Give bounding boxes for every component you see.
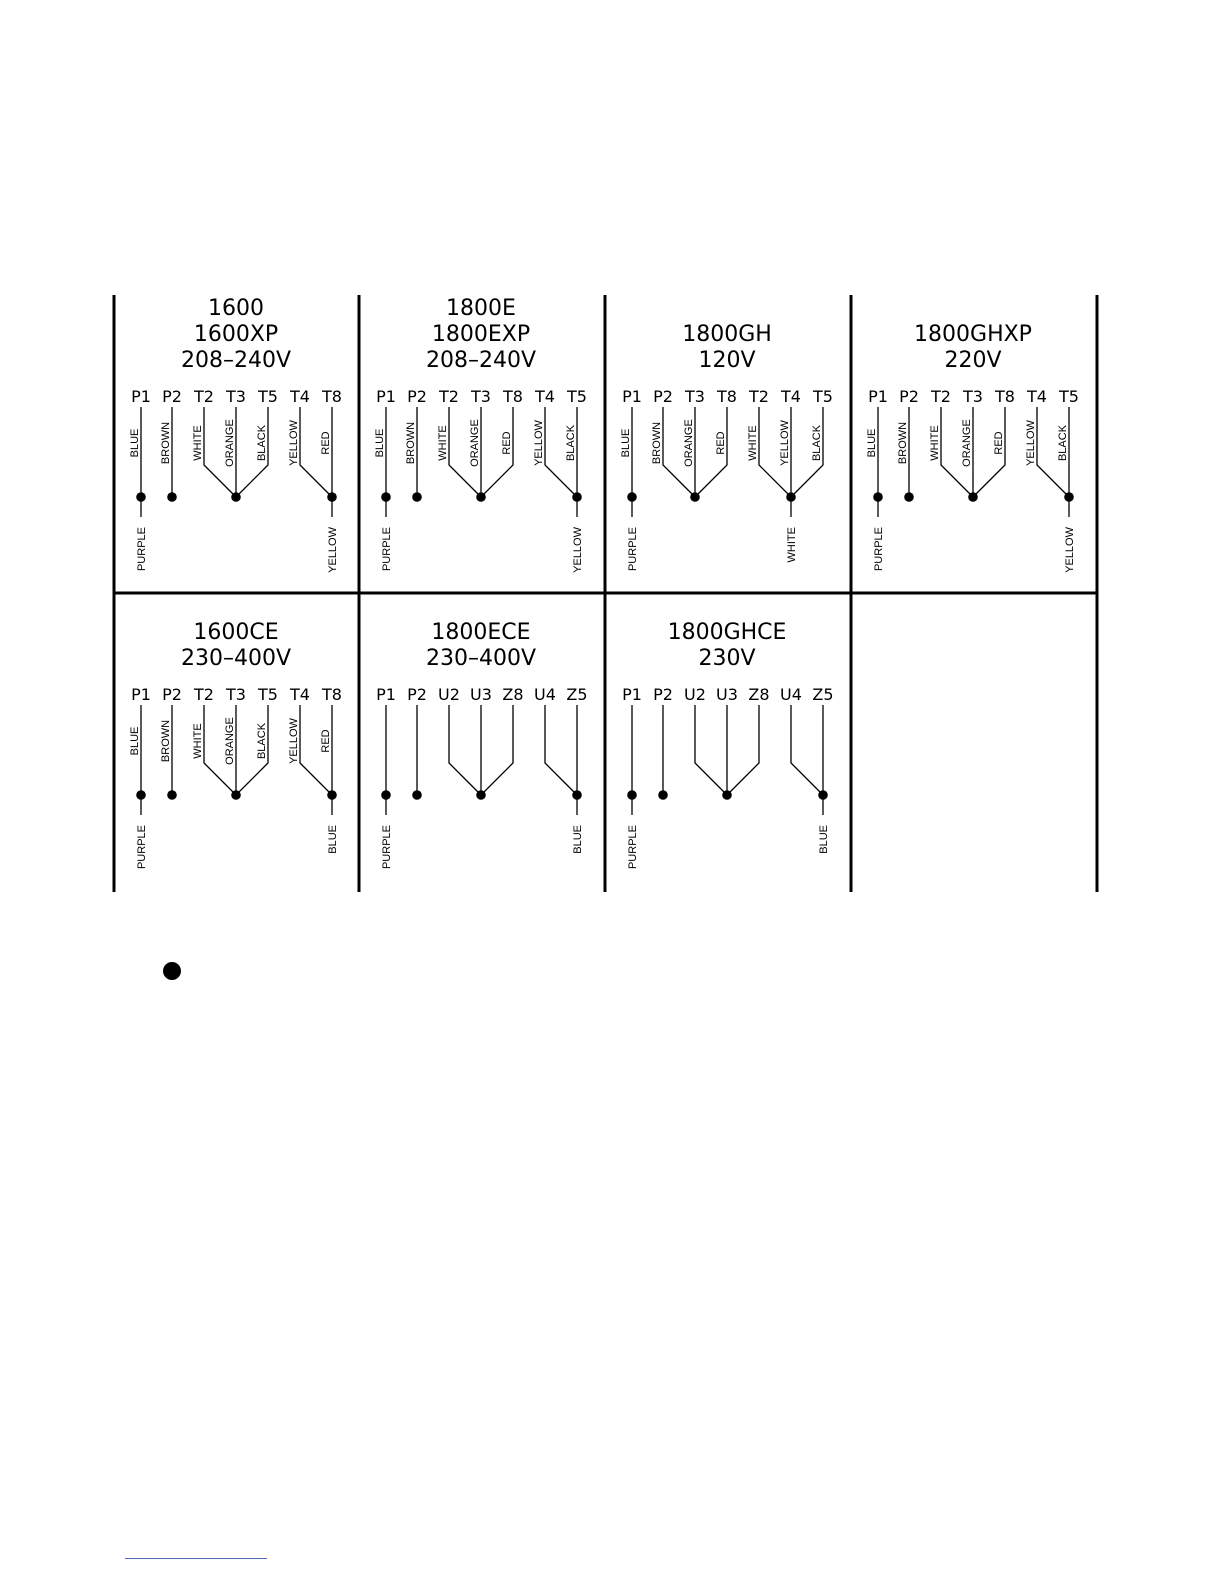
terminal-label-p2: P2 [653,387,673,406]
terminal-label-t4: T4 [290,685,310,704]
terminal-label-t5: T5 [258,685,278,704]
panel-1 [374,296,587,573]
terminal-label-t8: T8 [717,387,737,406]
panel-title-line: 1800E [446,296,516,321]
output-wire-label: YELLOW [1064,527,1076,573]
terminal-label-u2: U2 [438,685,460,704]
wire-color-label: WHITE [437,425,449,461]
output-wire-label: PURPLE [627,527,639,572]
output-wire-label: PURPLE [136,527,148,572]
junction-dot [231,790,241,800]
junction-dot [658,790,668,800]
wire-color-label: BLUE [374,428,386,458]
terminal-label-t2: T2 [749,387,769,406]
panel-title-line: 1600CE [193,620,279,645]
output-wire-label: YELLOW [572,527,584,573]
output-wire-label: PURPLE [873,527,885,572]
junction-dot [167,790,177,800]
wire-color-label: BROWN [160,421,172,465]
junction-dot [412,492,422,502]
terminal-label-u3: U3 [716,685,738,704]
terminal-label-u4: U4 [534,685,556,704]
terminal-label-p1: P1 [131,387,151,406]
terminal-label-t5: T5 [258,387,278,406]
panel-title-line: 208–240V [425,348,537,373]
panel-6 [622,620,833,869]
terminal-label-p2: P2 [407,387,427,406]
wire-color-label: BROWN [897,421,909,465]
panel-0 [129,296,342,573]
output-wire-label: PURPLE [381,825,393,870]
wire-color-label: BROWN [160,719,172,763]
wire-color-label: BROWN [405,421,417,465]
wire-color-label: ORANGE [224,717,236,765]
wire-color-label: BLACK [811,424,823,462]
terminal-label-t8: T8 [322,387,342,406]
wire-color-label: ORANGE [961,419,973,467]
wire-color-label: BLUE [129,726,141,756]
wire-color-label: BROWN [651,421,663,465]
terminal-label-t8: T8 [503,387,523,406]
wire-z8 [481,705,513,795]
junction-dot [476,790,486,800]
junction-dot [968,492,978,502]
wire-color-label: WHITE [192,425,204,461]
terminal-label-t5: T5 [1059,387,1079,406]
panel-title-line: 230–400V [180,646,292,671]
panel-title-line: 208–240V [180,348,292,373]
junction-dot [412,790,422,800]
terminal-label-p2: P2 [407,685,427,704]
terminal-label-p2: P2 [162,685,182,704]
terminal-label-t2: T2 [439,387,459,406]
terminal-label-u2: U2 [684,685,706,704]
wire-color-label: RED [501,431,513,455]
panel-title-line: 230V [698,646,756,671]
terminal-label-p1: P1 [622,387,642,406]
terminal-label-u4: U4 [780,685,802,704]
terminal-label-z5: Z5 [812,685,834,704]
terminal-label-p1: P1 [376,387,396,406]
wire-color-label: YELLOW [288,420,300,466]
diagram-frame [114,295,1097,892]
panel-title-line: 1800GHXP [914,322,1032,347]
terminal-label-t3: T3 [685,387,705,406]
output-wire-label: BLUE [818,825,830,854]
output-wire-label: PURPLE [627,825,639,870]
panel-title-line: 1800GHCE [667,620,787,645]
output-wire-label: WHITE [786,527,798,563]
junction-dot [904,492,914,502]
wire-color-label: RED [993,431,1005,455]
panel-title-line: 1800EXP [431,322,531,347]
wire-color-label: YELLOW [779,420,791,466]
junction-dot [167,492,177,502]
junction-dot [476,492,486,502]
output-wire-label: BLUE [572,825,584,854]
terminal-label-t4: T4 [290,387,310,406]
terminal-label-t3: T3 [963,387,983,406]
wire-u2 [695,705,727,795]
wire-color-label: YELLOW [1025,420,1037,466]
wire-color-label: ORANGE [224,419,236,467]
terminal-label-t3: T3 [226,685,246,704]
output-wire-label: PURPLE [136,825,148,870]
terminal-label-t2: T2 [194,685,214,704]
terminal-label-z8: Z8 [748,685,770,704]
panel-3 [866,322,1079,573]
wire-color-label: WHITE [929,425,941,461]
terminal-label-t8: T8 [322,685,342,704]
output-wire-label: YELLOW [327,527,339,573]
wire-color-label: BLACK [256,424,268,462]
junction-dot [722,790,732,800]
wire-color-label: YELLOW [288,718,300,764]
terminal-label-p2: P2 [162,387,182,406]
output-wire-label: BLUE [327,825,339,854]
wire-color-label: RED [320,729,332,753]
terminal-label-p1: P1 [868,387,888,406]
footer-rule [125,1558,267,1559]
panel-2 [620,322,833,571]
panel-title-line: 220V [944,348,1002,373]
wire-color-label: RED [715,431,727,455]
wire-color-label: BLUE [620,428,632,458]
junction-dot [231,492,241,502]
panel-title-line: 1800GH [682,322,772,347]
terminal-label-t2: T2 [194,387,214,406]
wire-color-label: ORANGE [469,419,481,467]
wire-u4 [791,705,823,795]
terminal-label-t5: T5 [813,387,833,406]
terminal-label-t3: T3 [471,387,491,406]
panel-4 [129,620,342,869]
terminal-label-p2: P2 [653,685,673,704]
panel-title-line: 1600XP [193,322,279,347]
wire-color-label: WHITE [192,723,204,759]
panel-title-line: 120V [698,348,756,373]
terminal-label-z5: Z5 [566,685,588,704]
wire-color-label: ORANGE [683,419,695,467]
wire-color-label: BLACK [565,424,577,462]
wire-z8 [727,705,759,795]
terminal-label-z8: Z8 [502,685,524,704]
output-wire-label: PURPLE [381,527,393,572]
panel-5 [376,620,587,869]
terminal-label-p1: P1 [376,685,396,704]
terminal-label-t4: T4 [781,387,801,406]
terminal-label-p1: P1 [622,685,642,704]
wire-u4 [545,705,577,795]
terminal-label-p2: P2 [899,387,919,406]
panel-title-line: 1800ECE [431,620,531,645]
terminal-label-p1: P1 [131,685,151,704]
wire-color-label: RED [320,431,332,455]
terminal-label-t4: T4 [1027,387,1047,406]
wire-color-label: BLACK [256,722,268,760]
panel-title-line: 230–400V [425,646,537,671]
terminal-label-t8: T8 [995,387,1015,406]
panel-title-line: 1600 [208,296,264,321]
terminal-label-u3: U3 [470,685,492,704]
wire-color-label: WHITE [747,425,759,461]
wire-color-label: YELLOW [533,420,545,466]
wire-u2 [449,705,481,795]
wire-color-label: BLUE [866,428,878,458]
terminal-label-t4: T4 [535,387,555,406]
terminal-label-t5: T5 [567,387,587,406]
junction-dot [690,492,700,502]
terminal-label-t3: T3 [226,387,246,406]
wire-color-label: BLUE [129,428,141,458]
wire-color-label: BLACK [1057,424,1069,462]
terminal-label-t2: T2 [931,387,951,406]
legend-junction-dot [163,962,181,980]
